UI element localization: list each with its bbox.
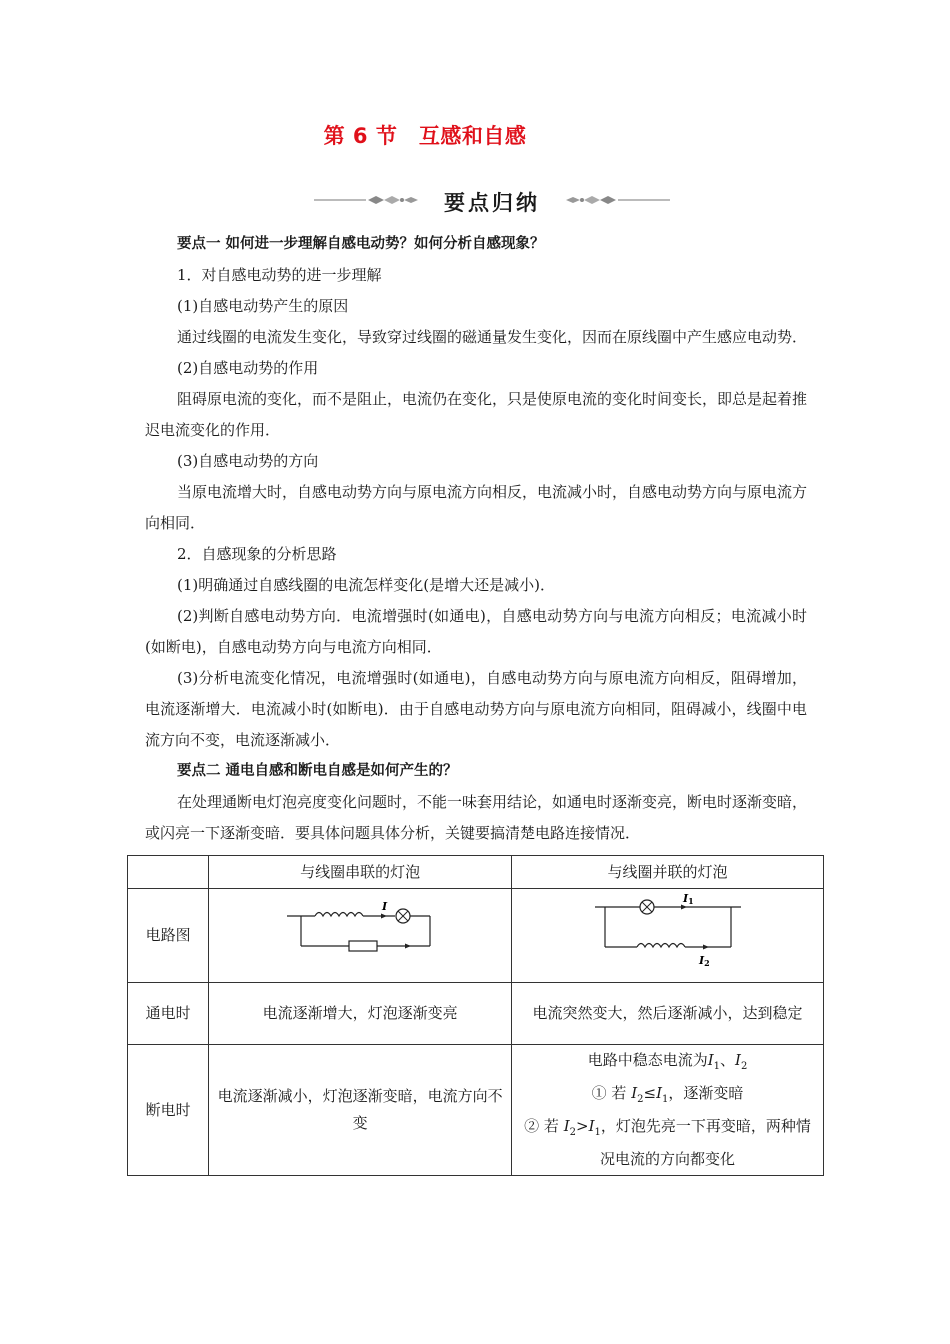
on-series-cell: 电流逐渐增大，灯泡逐渐变亮 [209, 983, 512, 1045]
s2-2: (2)判断自感电动势方向．电流增强时(如通电)，自感电动势方向与电流方向相反；电流减小时(如断电)，自感电动势方向与电流方向相同． [145, 607, 807, 656]
point2-heading: 要点二 通电自感和断电自感是如何产生的？ [177, 763, 458, 779]
row-label-on: 通电时 [128, 983, 209, 1045]
s1-2-text: 阻碍原电流的变化，而不是阻止，电流仍在变化，只是使原电流的变化时间变长，即总是起着推迟电流变化的作用． [145, 390, 808, 439]
s2-title: 2．自感现象的分析思路 [177, 545, 337, 563]
s1-3-text: 当原电流增大时，自感电动势方向与原电流方向相反，电流减小时，自感电动势方向与原电流方向相同． [145, 483, 808, 532]
current-label-I2: I2 [698, 954, 710, 968]
comparison-table [127, 855, 824, 1176]
off-parallel-line-1: 电路中稳态电流为$I_1$、$I_2$ [587, 1051, 748, 1072]
s1-1-text: 通过线圈的电流发生变化，导致穿过线圈的磁通量发生变化，因而在原线圈中产生感应电动势． [177, 328, 808, 346]
resistor-icon [349, 941, 377, 951]
parallel-circuit-svg [593, 891, 743, 971]
page-title: 第 6 节 互感和自感 [323, 124, 527, 148]
col-series-header: 与线圈串联的灯泡 [209, 856, 512, 889]
section-banner [314, 183, 670, 217]
s1-3-title: (3)自感电动势的方向 [177, 452, 319, 470]
s1-2-title: (2)自感电动势的作用 [177, 359, 319, 377]
inductor-coil-icon [315, 913, 363, 917]
point2-text: 在处理通断电灯泡亮度变化问题时，不能一味套用结论，如通电时逐渐变亮，断电时逐渐变暗，或闪亮一下逐渐变暗．要具体问题具体分析，关键要搞清楚电路连接情况． [145, 793, 808, 842]
off-series-cell: 电流逐渐减小，灯泡逐渐变暗，电流方向不变 [209, 1045, 512, 1176]
s2-1: (1)明确通过自感线圈的电流怎样变化(是增大还是减小)． [177, 576, 555, 594]
table-row-circuit [128, 889, 824, 983]
point1-heading: 要点一 如何进一步理解自感电动势？如何分析自感现象？ [177, 236, 545, 252]
banner-title: 要点归纳 [444, 191, 540, 215]
series-circuit-diagram [209, 889, 512, 983]
off-parallel-cell [512, 1045, 824, 1176]
off-parallel-line-2: ① 若 $I_2\le I_1$，逐渐变暗 [591, 1084, 744, 1105]
row-label-off: 断电时 [128, 1045, 209, 1176]
s2-3: (3)分析电流变化情况，电流增强时(如通电)，自感电动势方向与原电流方向相反，阻碍增加，电流逐渐增大．电流减小时(如断电)．由于自感电动势方向与原电流方向相同，阻碍减小，线圈中电流方向不变，电流逐渐减小． [145, 669, 807, 749]
table-row-off [128, 1045, 824, 1176]
off-parallel-line-3: ② 若 $I_2>I_1$，灯泡先亮一下再变暗，两种情况电流的方向都变化 [524, 1117, 811, 1168]
s1-title: 1．对自感电动势的进一步理解 [177, 266, 382, 284]
col-parallel-header: 与线圈并联的灯泡 [512, 856, 824, 889]
current-label-I1: I1 [682, 892, 694, 906]
s1-1-title: (1)自感电动势产生的原因 [177, 297, 349, 315]
on-parallel-cell: 电流突然变大，然后逐渐减小，达到稳定 [512, 983, 824, 1045]
series-circuit-svg [285, 900, 435, 962]
main-content [145, 229, 807, 849]
current-label-I: I [382, 900, 388, 913]
inductor-coil-icon [637, 944, 685, 948]
table-header-row [128, 856, 824, 889]
table-row-on [128, 983, 824, 1045]
table-corner-cell [128, 856, 209, 889]
row-label-circuit: 电路图 [128, 889, 209, 983]
parallel-circuit-diagram [512, 889, 824, 983]
